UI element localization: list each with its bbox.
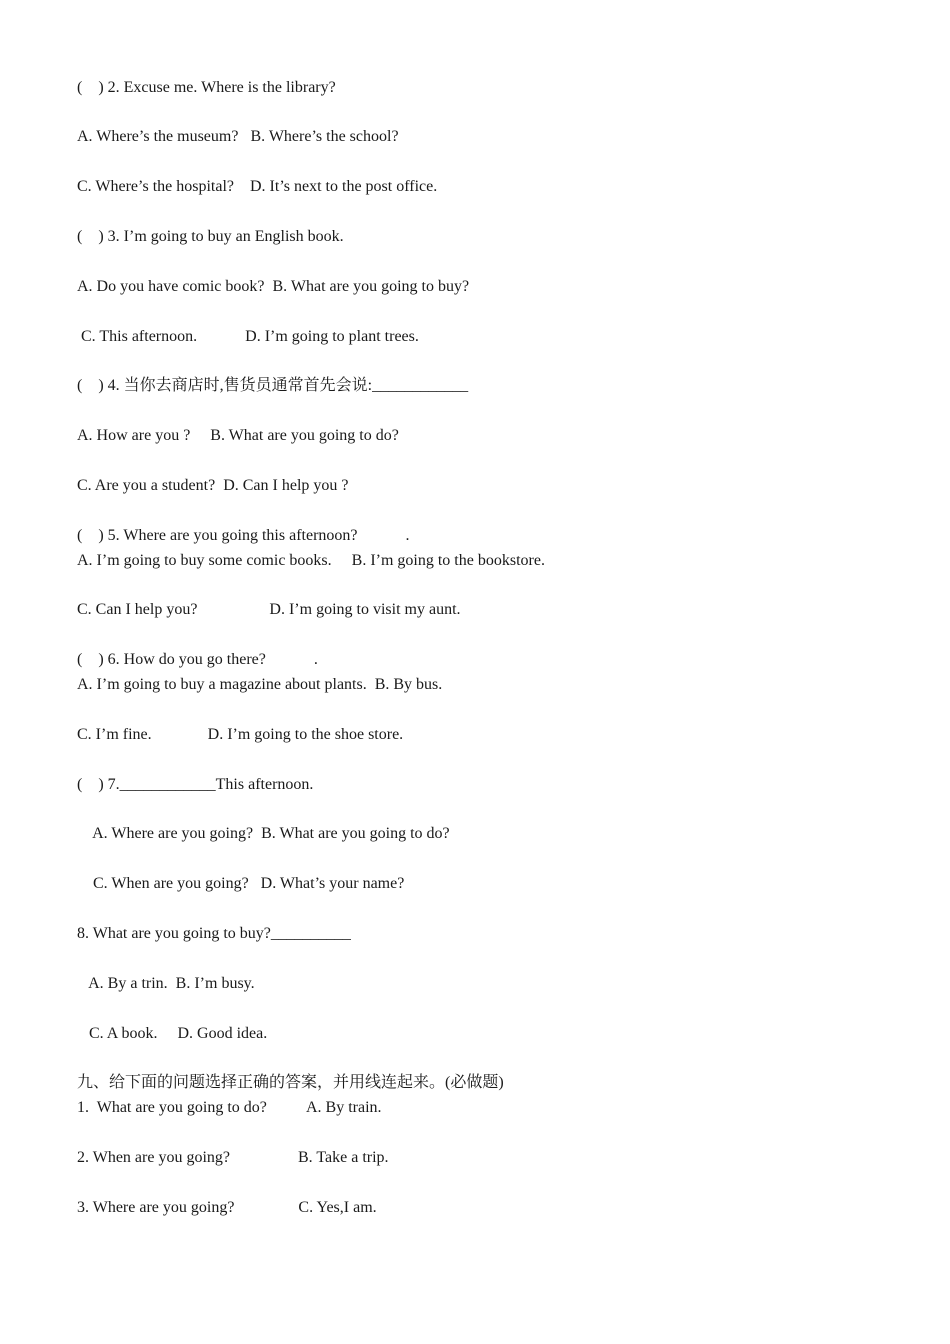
question-7-stem: ( ) 7.____________This afternoon. [77,776,314,793]
matching-row-2: 2. When are you going? B. Take a trip. [77,1149,389,1166]
question-8-stem: 8. What are you going to buy?__________ [77,925,351,942]
question-4-stem: ( ) 4. 当你去商店时,售货员通常首先会说:____________ [77,377,469,394]
question-3-options-cd: C. This afternoon. D. I’m going to plant trees. [77,328,419,345]
question-8-options-ab: A. By a trin. B. I’m busy. [77,975,255,992]
matching-row-1: 1. What are you going to do? A. By train. [77,1099,382,1116]
question-2-options-ab: A. Where’s the museum? B. Where’s the school? [77,128,399,145]
question-7-options-ab: A. Where are you going? B. What are you going to do? [77,825,450,842]
section-9-heading: 九、给下面的问题选择正确的答案，并用线连起来。(必做题) [77,1074,504,1091]
question-8-options-cd: C. A book. D. Good idea. [77,1025,268,1042]
question-6-options-cd: C. I’m fine. D. I’m going to the shoe store. [77,726,404,743]
question-2-options-cd: C. Where’s the hospital? D. It’s next to the post office. [77,178,438,195]
question-5-options-ab: A. I’m going to buy some comic books. B. I’m going to the bookstore. [77,552,545,569]
question-6-options-ab: A. I’m going to buy a magazine about plants. B. By bus. [77,676,443,693]
question-4-options-cd: C. Are you a student? D. Can I help you ? [77,477,349,494]
question-5-options-cd: C. Can I help you? D. I’m going to visit my aunt. [77,601,461,618]
question-5-stem: ( ) 5. Where are you going this afternoon? . [77,527,410,544]
question-2-stem: ( ) 2. Excuse me. Where is the library? [77,79,336,96]
matching-row-3: 3. Where are you going? C. Yes,I am. [77,1199,377,1216]
question-4-options-ab: A. How are you ? B. What are you going to do? [77,427,399,444]
question-3-stem: ( ) 3. I’m going to buy an English book. [77,228,344,245]
question-7-options-cd: C. When are you going? D. What’s your name? [77,875,405,892]
question-6-stem: ( ) 6. How do you go there? . [77,651,318,668]
question-3-options-ab: A. Do you have comic book? B. What are you going to buy? [77,278,470,295]
